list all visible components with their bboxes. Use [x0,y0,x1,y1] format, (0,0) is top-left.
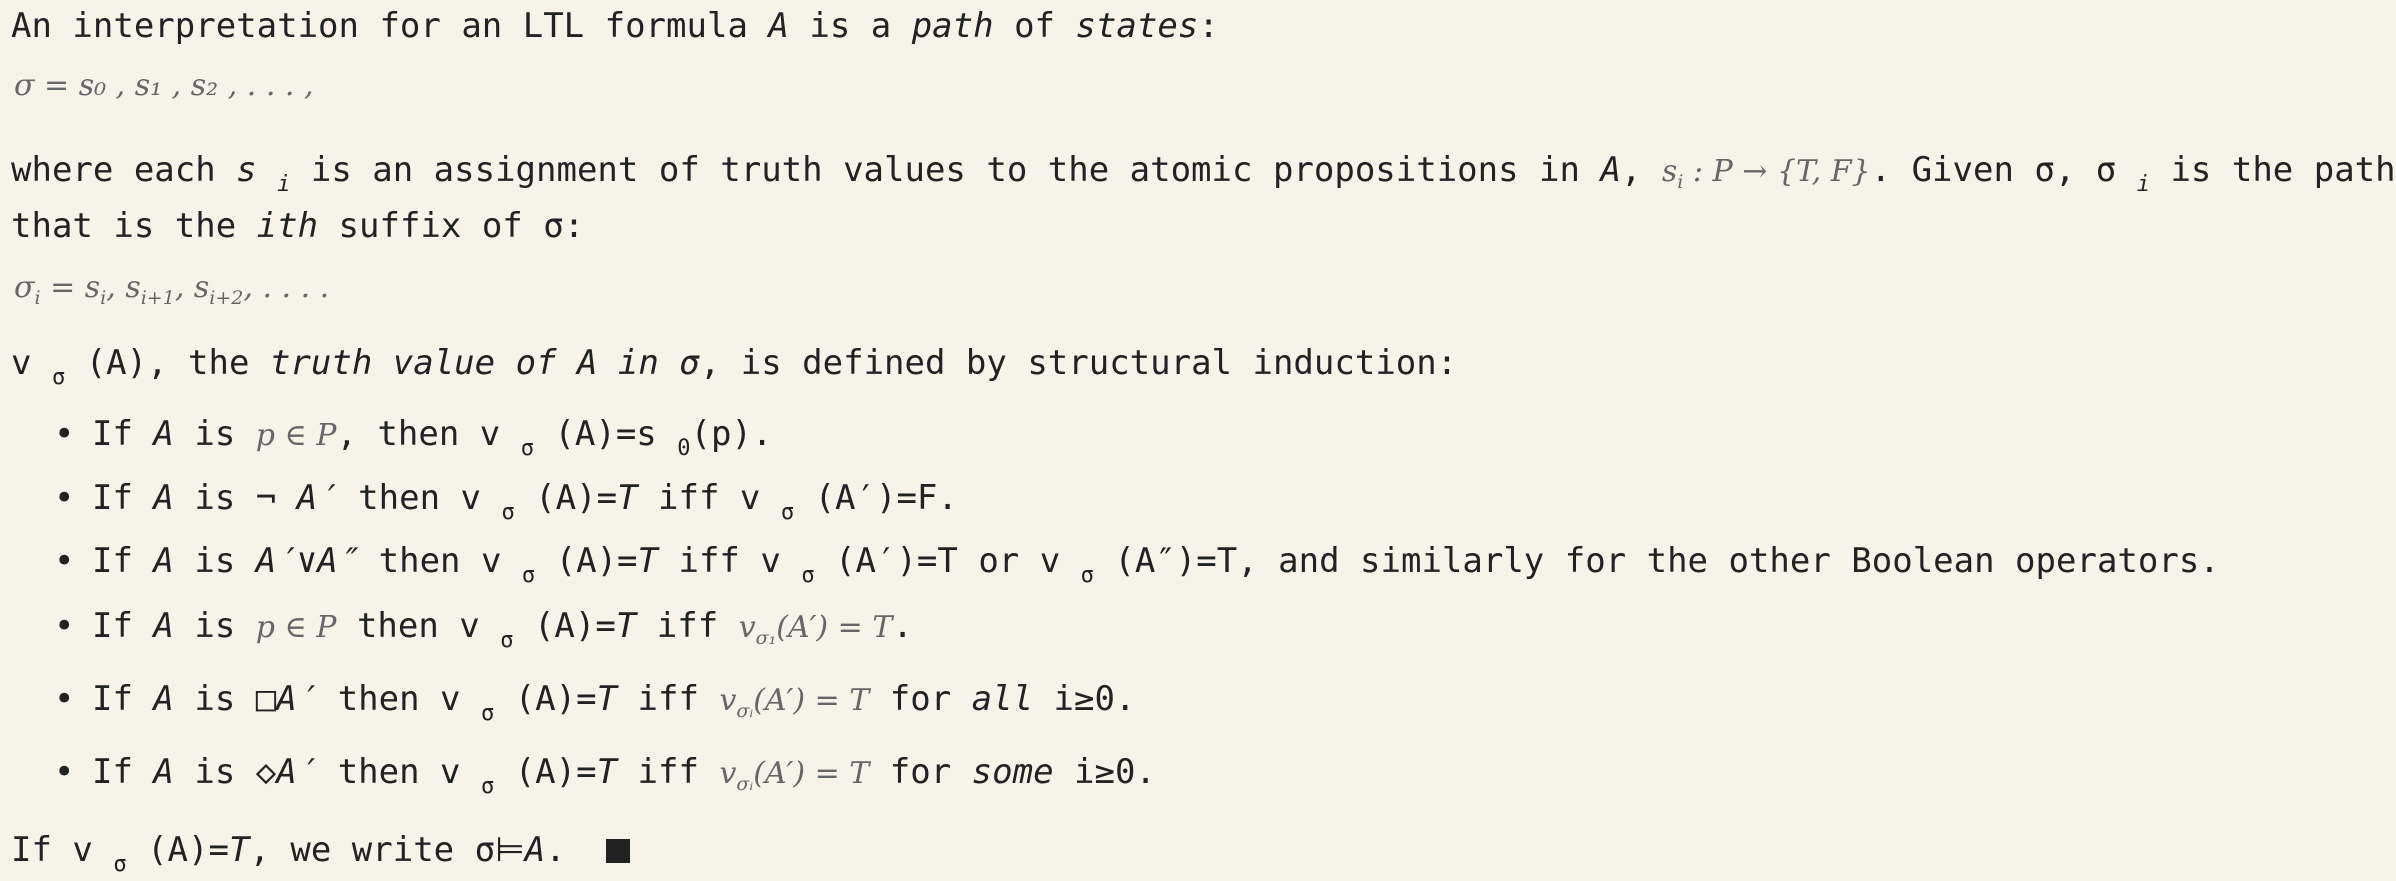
value-T: T [228,830,250,870]
sub-sigma: σ [801,563,815,588]
value-T: T [596,679,618,719]
intro-text: of [993,6,1076,46]
formula-A: A [153,679,174,719]
text: (A′)=F. [794,478,958,518]
text: If [92,541,154,581]
intro-text: is a [788,6,912,46]
formula-A: A [1600,150,1621,190]
text: (A)= [494,752,597,792]
text: . Given σ, σ [1870,150,2137,190]
var-s: s [236,150,257,190]
math-text: , s [174,270,210,305]
formula-A: A [153,541,174,581]
bullet-icon: • [54,541,75,581]
math-sub: σᵢ [736,773,754,795]
text: iff [617,679,720,719]
math-map: : P → {T, F} [1683,154,1871,189]
equation-path: σ = s₀ , s₁ , s₂ , . . . , [14,68,314,103]
formula-A: A [768,6,789,46]
formula-A-prime: A′ [276,679,318,719]
formula-A: A [153,606,174,646]
text: iff [636,606,739,646]
math-sub: σ₁ [755,627,777,649]
text: for [869,679,972,719]
sub-sigma: σ [520,436,534,461]
value-T: T [637,541,659,581]
text: iff v [637,478,781,518]
para-assignment-line1 [11,150,2396,197]
formula-A: A [153,478,174,518]
math-sub: i [1677,171,1684,193]
math-v: v [719,756,737,791]
text: suffix of σ: [318,206,585,246]
text: . [545,830,566,870]
math-sub: i [100,287,107,309]
text: then v [337,478,502,518]
math-text: (A′) = T [753,756,870,791]
formula-A: A [524,830,546,870]
text: i≥0. [1053,752,1156,792]
term-all: all [971,679,1034,719]
math-v: v [719,683,737,718]
math-sub: σᵢ [736,700,754,722]
intro-text: An interpretation for an LTL formula [11,6,769,46]
text: (A)= [514,478,618,518]
term-ith: ith [256,206,319,246]
sub-sigma: σ [501,500,515,525]
text: (A)= [494,679,597,719]
rule-text [92,679,1136,726]
math-always [719,683,870,722]
sub-sigma: σ [521,563,536,588]
value-T: T [596,752,618,792]
text: If [92,679,154,719]
math-assignment [1661,154,1871,193]
text: , [1620,150,1662,190]
text: where each [11,150,237,190]
formula-A-prime: A′ [296,478,338,518]
bullet-icon: • [54,478,75,518]
bullet-icon: • [54,679,75,719]
intro-text: : [1198,6,1219,46]
math-text: (A′) = T [776,610,893,645]
math-sigma: σ [14,270,35,305]
value-T: T [615,606,637,646]
para-truth-value [11,343,1458,390]
math-text: , s [106,270,141,305]
formula-disjunction: A′∨A″ [255,541,359,581]
math-text: = s [40,270,101,305]
term-some: some [971,752,1054,792]
text: is □ [173,679,277,719]
formula-A: A [153,414,174,454]
text: (A)= [126,830,229,870]
text: If [92,414,154,454]
text: (A′)=T or v [814,541,1081,581]
final-line [11,830,630,877]
sub-sigma: σ [480,774,495,799]
term-states: states [1075,6,1199,46]
sub-sigma: σ [780,500,795,525]
math-text: , . . . . [243,270,330,305]
math-next [738,610,893,649]
text: is the path [2149,150,2396,190]
formula-A: A [153,752,174,792]
text: i≥0. [1033,679,1136,719]
text: that is the [11,206,257,246]
math-sub: i+2 [209,287,244,309]
rule-text [92,478,958,525]
text: , we write σ⊨ [249,830,525,870]
term-truth-value: truth value of A in σ [269,343,700,383]
math-eventually [719,756,870,795]
text: iff [617,752,720,792]
text: then v [336,606,501,646]
rule-text [92,606,913,653]
bullet-icon: • [54,752,75,792]
rule-text [92,414,773,461]
rule-text [92,752,1156,799]
text: then v [317,679,481,719]
sub-sigma: σ [113,852,127,877]
text: If v [11,830,114,870]
math-s: s [1661,154,1678,189]
sub-sigma: σ [500,628,514,653]
equation-suffix [14,270,330,309]
sub-sigma: σ [51,365,66,390]
text: If [92,478,154,518]
math-sub: i+1 [140,287,175,309]
text: (p). [690,414,773,454]
text: is ¬ [173,478,297,518]
text: is an assignment of truth values to the atomic propositions in [290,150,1601,190]
text: is [173,541,256,581]
math-v: v [738,610,756,645]
math-sub: i [34,287,41,309]
text: (A″)=T, and similarly for the other Boolean operators. [1093,541,2220,581]
text: (A)= [535,541,638,581]
value-T: T [617,478,638,518]
rule-text [92,541,2220,588]
bullet-icon: • [54,606,75,646]
math-p-in-P: p ∈ P [255,610,337,645]
para-assignment-line2 [11,206,584,247]
text: then v [358,541,522,581]
text: for [869,752,972,792]
intro-line [11,6,1219,47]
text: is [173,414,256,454]
sub-0: 0 [677,436,691,461]
text: , then v [336,414,521,454]
text: (A)=s [533,414,678,454]
var-v: v [11,343,32,383]
text: . [892,606,913,646]
sub-sigma: σ [480,701,495,726]
text: (A) [65,343,148,383]
text: , is defined by structural induction: [699,343,1458,383]
math-p-in-P: p ∈ P [255,418,337,453]
term-path: path [911,6,994,46]
formula-A-prime: A′ [276,752,318,792]
math-text: (A′) = T [753,683,870,718]
text: is ◇ [173,752,277,792]
text: If [92,752,154,792]
sub-i: i [277,172,291,197]
sub-sigma: σ [1080,563,1094,588]
qed-square-icon [606,839,630,863]
text: (A)= [513,606,616,646]
text: iff v [658,541,802,581]
text: , the [147,343,270,383]
text: If [92,606,154,646]
sub-i: i [2136,172,2150,197]
bullet-icon: • [54,414,75,454]
text: then v [317,752,481,792]
text: is [173,606,256,646]
